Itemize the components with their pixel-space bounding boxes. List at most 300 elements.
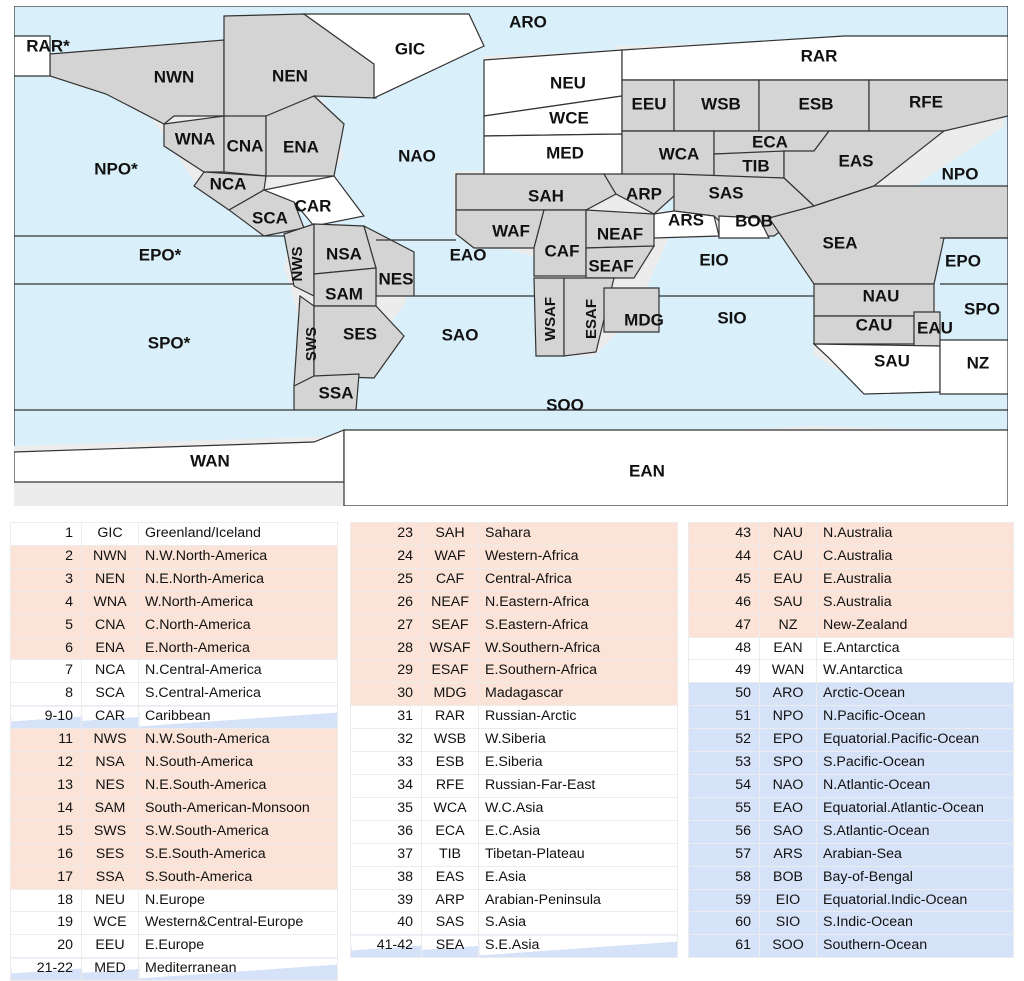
- label-eau: EAU: [917, 318, 953, 338]
- label-tib: TIB: [742, 156, 770, 176]
- region-number: 57: [689, 843, 760, 866]
- table-row: [11, 729, 338, 752]
- region-abbreviation: SAU: [760, 591, 817, 614]
- region-name: Equatorial.Atlantic-Ocean: [817, 797, 1014, 820]
- region-number: 59: [689, 889, 760, 912]
- region-abbreviation: NSA: [82, 752, 139, 775]
- region-abbreviation: SES: [82, 843, 139, 866]
- label-sio: SIO: [717, 308, 747, 328]
- region-number: 4: [11, 591, 82, 614]
- table-row: [11, 523, 338, 546]
- table-row: [689, 729, 1014, 752]
- table-row: [351, 912, 678, 935]
- region-table-3: [688, 522, 1014, 958]
- region-abbreviation: CNA: [82, 614, 139, 637]
- table-row: [351, 683, 678, 706]
- table-row: [11, 797, 338, 820]
- region-number: 18: [11, 889, 82, 912]
- region-abbreviation: NAU: [760, 523, 817, 546]
- region-name: E.North-America: [139, 637, 338, 660]
- region-number: 5: [11, 614, 82, 637]
- region-name: Western-Africa: [479, 545, 678, 568]
- region-abbreviation: NES: [82, 774, 139, 797]
- region-number: 11: [11, 729, 82, 752]
- region-name: E.Antarctica: [817, 637, 1014, 660]
- table-row: [689, 591, 1014, 614]
- region-name: N.E.North-America: [139, 568, 338, 591]
- region-number: 23: [351, 523, 422, 546]
- region-number: 13: [11, 774, 82, 797]
- region-abbreviation: MED: [82, 958, 139, 981]
- region-name: South-American-Monsoon: [139, 797, 338, 820]
- table-row: [351, 523, 678, 546]
- region-number: 38: [351, 866, 422, 889]
- region-name: Caribbean: [139, 706, 338, 729]
- region-name: E.Australia: [817, 568, 1014, 591]
- region-name: New-Zealand: [817, 614, 1014, 637]
- label-ses: SES: [342, 324, 378, 344]
- region-number: 32: [351, 729, 422, 752]
- label-wan: WAN: [190, 451, 230, 471]
- region-name: N.W.South-America: [139, 729, 338, 752]
- region-abbreviation: SOO: [760, 935, 817, 958]
- region-number: 39: [351, 889, 422, 912]
- label-med: MED: [546, 143, 584, 163]
- region-abbreviation: WSB: [422, 729, 479, 752]
- region-abbreviation: SWS: [82, 820, 139, 843]
- region-number: 52: [689, 729, 760, 752]
- table-row: [689, 660, 1014, 683]
- region-name: S.Eastern-Africa: [479, 614, 678, 637]
- region-abbreviation: ARO: [760, 683, 817, 706]
- label-sah: SAH: [528, 186, 564, 206]
- label-sws: SWS: [302, 326, 320, 362]
- region-abbreviation: ECA: [422, 820, 479, 843]
- region-abbreviation: EAS: [422, 866, 479, 889]
- table-row: [689, 614, 1014, 637]
- region-name: W.Antarctica: [817, 660, 1014, 683]
- table-row: [351, 866, 678, 889]
- region-abbreviation: CAF: [422, 568, 479, 591]
- region-name: W.Siberia: [479, 729, 678, 752]
- region-number: 26: [351, 591, 422, 614]
- region-number: 8: [11, 683, 82, 706]
- table-row: [11, 843, 338, 866]
- region-abbreviation: SAO: [760, 820, 817, 843]
- region-abbreviation: RAR: [422, 706, 479, 729]
- region-number: 7: [11, 660, 82, 683]
- region-abbreviation: NWN: [82, 545, 139, 568]
- label-npo-west: NPO*: [94, 159, 138, 179]
- table-row: [11, 591, 338, 614]
- label-caf: CAF: [544, 241, 580, 261]
- table-row: [689, 797, 1014, 820]
- region-number: 35: [351, 797, 422, 820]
- label-ssa: SSA: [318, 383, 354, 403]
- region-number: 25: [351, 568, 422, 591]
- region-name: Equatorial.Pacific-Ocean: [817, 729, 1014, 752]
- region-name: N.W.North-America: [139, 545, 338, 568]
- region-abbreviation: MDG: [422, 683, 479, 706]
- table-row: [351, 797, 678, 820]
- region-number: 40: [351, 912, 422, 935]
- region-number: 48: [689, 637, 760, 660]
- region-name: S.Asia: [479, 912, 678, 935]
- label-mdg: MDG: [624, 310, 664, 330]
- region-name: S.Indic-Ocean: [817, 912, 1014, 935]
- region-name: E.Asia: [479, 866, 678, 889]
- region-name: Central-Africa: [479, 568, 678, 591]
- label-nau: NAU: [862, 286, 900, 306]
- region-abbreviation: TIB: [422, 843, 479, 866]
- region-name: N.Pacific-Ocean: [817, 706, 1014, 729]
- table-row: [11, 614, 338, 637]
- table-row: [11, 683, 338, 706]
- label-aro: ARO: [509, 12, 547, 32]
- region-abbreviation: SAH: [422, 523, 479, 546]
- label-ars: ARS: [668, 210, 704, 230]
- label-ena: ENA: [283, 137, 319, 157]
- table-row: [351, 729, 678, 752]
- region-number: 21-22: [11, 958, 82, 981]
- table-row: [11, 706, 338, 729]
- region-name: S.Pacific-Ocean: [817, 752, 1014, 775]
- region-name: Greenland/Iceland: [139, 523, 338, 546]
- region-number: 36: [351, 820, 422, 843]
- region-name: C.Australia: [817, 545, 1014, 568]
- region-abbreviation: WNA: [82, 591, 139, 614]
- table-row: [351, 637, 678, 660]
- table-row: [11, 958, 338, 981]
- label-nsa: NSA: [326, 244, 362, 264]
- region-number: 20: [11, 935, 82, 958]
- label-epo-west: EPO*: [138, 245, 182, 265]
- table-row: [351, 614, 678, 637]
- label-nwn: NWN: [153, 67, 195, 87]
- table-row: [351, 591, 678, 614]
- label-sea: SEA: [822, 233, 858, 253]
- label-nes: NES: [378, 269, 414, 289]
- region-abbreviation: SEAF: [422, 614, 479, 637]
- table-row: [11, 568, 338, 591]
- region-abbreviation: NEAF: [422, 591, 479, 614]
- region-name: W.C.Asia: [479, 797, 678, 820]
- region-number: 41-42: [351, 935, 422, 958]
- label-nws: NWS: [288, 246, 306, 282]
- table-row: [351, 820, 678, 843]
- region-abbreviation: EAO: [760, 797, 817, 820]
- label-nz: NZ: [966, 353, 990, 373]
- region-abbreviation: NZ: [760, 614, 817, 637]
- region-abbreviation: SPO: [760, 752, 817, 775]
- region-abbreviation: NWS: [82, 729, 139, 752]
- table-row: [351, 935, 678, 958]
- table-row: [689, 752, 1014, 775]
- table-row: [689, 774, 1014, 797]
- region-name: N.South-America: [139, 752, 338, 775]
- label-sas: SAS: [708, 183, 744, 203]
- region-name: E.C.Asia: [479, 820, 678, 843]
- label-wsaf: WSAF: [541, 296, 559, 342]
- label-esb: ESB: [798, 94, 834, 114]
- region-number: 14: [11, 797, 82, 820]
- region-number: 3: [11, 568, 82, 591]
- region-abbreviation: RFE: [422, 774, 479, 797]
- region-abbreviation: SEA: [422, 935, 479, 958]
- label-bob: BOB: [735, 211, 773, 231]
- label-npo: NPO: [941, 164, 979, 184]
- region-name: N.Eastern-Africa: [479, 591, 678, 614]
- region-abbreviation: NCA: [82, 660, 139, 683]
- region-abbreviation: BOB: [760, 866, 817, 889]
- label-waf: WAF: [492, 221, 530, 241]
- map-canvas: [14, 6, 1008, 506]
- label-neu: NEU: [550, 73, 586, 93]
- region-name: S.E.South-America: [139, 843, 338, 866]
- region-number: 1: [11, 523, 82, 546]
- region-number: 29: [351, 660, 422, 683]
- region-name: Tibetan-Plateau: [479, 843, 678, 866]
- region-abbreviation: WSAF: [422, 637, 479, 660]
- region-name: Bay-of-Bengal: [817, 866, 1014, 889]
- region-name: W.Southern-Africa: [479, 637, 678, 660]
- region-name: Southern-Ocean: [817, 935, 1014, 958]
- table-row: [689, 523, 1014, 546]
- label-eca: ECA: [752, 132, 788, 152]
- region-number: 19: [11, 912, 82, 935]
- label-eio: EIO: [699, 250, 729, 270]
- region-number: 45: [689, 568, 760, 591]
- region-number: 28: [351, 637, 422, 660]
- table-row: [689, 568, 1014, 591]
- region-abbreviation: EAU: [760, 568, 817, 591]
- region-abbreviation: SSA: [82, 866, 139, 889]
- region-name: S.Atlantic-Ocean: [817, 820, 1014, 843]
- table-row: [689, 683, 1014, 706]
- table-row: [351, 774, 678, 797]
- region-name: E.Southern-Africa: [479, 660, 678, 683]
- region-number: 47: [689, 614, 760, 637]
- region-abbreviation: CAR: [82, 706, 139, 729]
- region-abbreviation: EAN: [760, 637, 817, 660]
- region-name: E.Europe: [139, 935, 338, 958]
- region-name: Mediterranean: [139, 958, 338, 981]
- label-rfe: RFE: [909, 92, 943, 112]
- label-wce: WCE: [549, 108, 589, 128]
- table-row: [689, 912, 1014, 935]
- label-nao: NAO: [398, 146, 436, 166]
- table-row: [11, 752, 338, 775]
- table-row: [351, 889, 678, 912]
- region-abbreviation: ARS: [760, 843, 817, 866]
- region-number: 50: [689, 683, 760, 706]
- region-name: Russian-Far-East: [479, 774, 678, 797]
- region-number: 60: [689, 912, 760, 935]
- table-row: [11, 545, 338, 568]
- region-number: 37: [351, 843, 422, 866]
- region-abbreviation: NAO: [760, 774, 817, 797]
- region-number: 55: [689, 797, 760, 820]
- label-car: CAR: [294, 196, 332, 216]
- label-rar-west: RAR*: [26, 36, 70, 56]
- region-name: N.Atlantic-Ocean: [817, 774, 1014, 797]
- region-number: 27: [351, 614, 422, 637]
- region-name: Russian-Arctic: [479, 706, 678, 729]
- region-abbreviation: WAN: [760, 660, 817, 683]
- region-number: 34: [351, 774, 422, 797]
- region-abbreviation: CAU: [760, 545, 817, 568]
- label-wca: WCA: [658, 144, 700, 164]
- table-row: [351, 706, 678, 729]
- table-row: [351, 843, 678, 866]
- label-soo: SOO: [546, 395, 584, 415]
- label-rar: RAR: [800, 46, 838, 66]
- table-row: [11, 774, 338, 797]
- region-number: 56: [689, 820, 760, 843]
- region-abbreviation: ESB: [422, 752, 479, 775]
- label-cna: CNA: [226, 136, 264, 156]
- region-abbreviation: SCA: [82, 683, 139, 706]
- region-name: Western&Central-Europe: [139, 912, 338, 935]
- table-row: [351, 752, 678, 775]
- region-name: Sahara: [479, 523, 678, 546]
- region-abbreviation: NPO: [760, 706, 817, 729]
- region-abbreviation: ENA: [82, 637, 139, 660]
- table-row: [689, 866, 1014, 889]
- world-region-map: [14, 6, 1008, 506]
- table-row: [351, 545, 678, 568]
- region-abbreviation: WCA: [422, 797, 479, 820]
- region-index-tables: [10, 522, 1014, 977]
- table-row: [11, 889, 338, 912]
- region-abbreviation: ARP: [422, 889, 479, 912]
- label-sao: SAO: [441, 325, 479, 345]
- region-table-2: [350, 522, 678, 958]
- region-name: Arabian-Sea: [817, 843, 1014, 866]
- label-epo: EPO: [945, 251, 981, 271]
- region-abbreviation: NEN: [82, 568, 139, 591]
- region-abbreviation: EEU: [82, 935, 139, 958]
- label-eas: EAS: [838, 151, 874, 171]
- label-cau: CAU: [855, 315, 893, 335]
- region-name: Arctic-Ocean: [817, 683, 1014, 706]
- label-wsb: WSB: [701, 94, 741, 114]
- region-number: 54: [689, 774, 760, 797]
- region-number: 17: [11, 866, 82, 889]
- region-number: 61: [689, 935, 760, 958]
- region-name: N.Australia: [817, 523, 1014, 546]
- label-nca: NCA: [209, 174, 247, 194]
- region-number: 44: [689, 545, 760, 568]
- label-gic: GIC: [394, 39, 426, 59]
- region-name: S.Central-America: [139, 683, 338, 706]
- region-abbreviation: ESAF: [422, 660, 479, 683]
- region-number: 49: [689, 660, 760, 683]
- table-row: [11, 820, 338, 843]
- region-name: N.Europe: [139, 889, 338, 912]
- table-row: [351, 568, 678, 591]
- table-row: [689, 545, 1014, 568]
- label-sau: SAU: [874, 351, 910, 371]
- table-row: [11, 866, 338, 889]
- region-name: S.E.Asia: [479, 935, 678, 958]
- region-number: 46: [689, 591, 760, 614]
- label-ean: EAN: [629, 461, 665, 481]
- table-row: [689, 820, 1014, 843]
- region-number: 53: [689, 752, 760, 775]
- region-number: 12: [11, 752, 82, 775]
- region-number: 30: [351, 683, 422, 706]
- label-eao: EAO: [449, 245, 487, 265]
- table-row: [689, 637, 1014, 660]
- region-number: 51: [689, 706, 760, 729]
- label-spo-west: SPO*: [147, 333, 191, 353]
- region-name: S.South-America: [139, 866, 338, 889]
- region-abbreviation: EPO: [760, 729, 817, 752]
- region-abbreviation: EIO: [760, 889, 817, 912]
- region-number: 24: [351, 545, 422, 568]
- region-name: C.North-America: [139, 614, 338, 637]
- region-ean[interactable]: [344, 430, 1008, 506]
- table-row: [11, 935, 338, 958]
- table-row: [689, 843, 1014, 866]
- region-abbreviation: SIO: [760, 912, 817, 935]
- region-name: N.E.South-America: [139, 774, 338, 797]
- region-name: W.North-America: [139, 591, 338, 614]
- label-nen: NEN: [272, 66, 308, 86]
- label-spo: SPO: [964, 299, 1000, 319]
- region-number: 31: [351, 706, 422, 729]
- table-row: [11, 637, 338, 660]
- region-abbreviation: WAF: [422, 545, 479, 568]
- label-esaf: ESAF: [582, 298, 600, 340]
- label-arp: ARP: [626, 184, 662, 204]
- region-abbreviation: SAM: [82, 797, 139, 820]
- table-row: [689, 889, 1014, 912]
- table-row: [11, 660, 338, 683]
- label-sca: SCA: [252, 208, 288, 228]
- region-abbreviation: NEU: [82, 889, 139, 912]
- region-name: N.Central-America: [139, 660, 338, 683]
- region-name: S.W.South-America: [139, 820, 338, 843]
- label-eeu: EEU: [631, 94, 667, 114]
- region-number: 15: [11, 820, 82, 843]
- region-abbreviation: SAS: [422, 912, 479, 935]
- table-row: [689, 706, 1014, 729]
- region-name: Equatorial.Indic-Ocean: [817, 889, 1014, 912]
- region-number: 33: [351, 752, 422, 775]
- table-row: [689, 935, 1014, 958]
- region-number: 9-10: [11, 706, 82, 729]
- region-number: 58: [689, 866, 760, 889]
- region-number: 16: [11, 843, 82, 866]
- region-abbreviation: GIC: [82, 523, 139, 546]
- label-neaf: NEAF: [596, 224, 644, 244]
- table-row: [351, 660, 678, 683]
- region-number: 2: [11, 545, 82, 568]
- label-sam: SAM: [325, 284, 363, 304]
- label-seaf: SEAF: [588, 256, 634, 276]
- region-name: S.Australia: [817, 591, 1014, 614]
- table-row: [11, 912, 338, 935]
- region-abbreviation: WCE: [82, 912, 139, 935]
- region-number: 6: [11, 637, 82, 660]
- region-table-1: [10, 522, 338, 981]
- region-name: Arabian-Peninsula: [479, 889, 678, 912]
- region-name: E.Siberia: [479, 752, 678, 775]
- region-number: 43: [689, 523, 760, 546]
- label-wna: WNA: [174, 129, 216, 149]
